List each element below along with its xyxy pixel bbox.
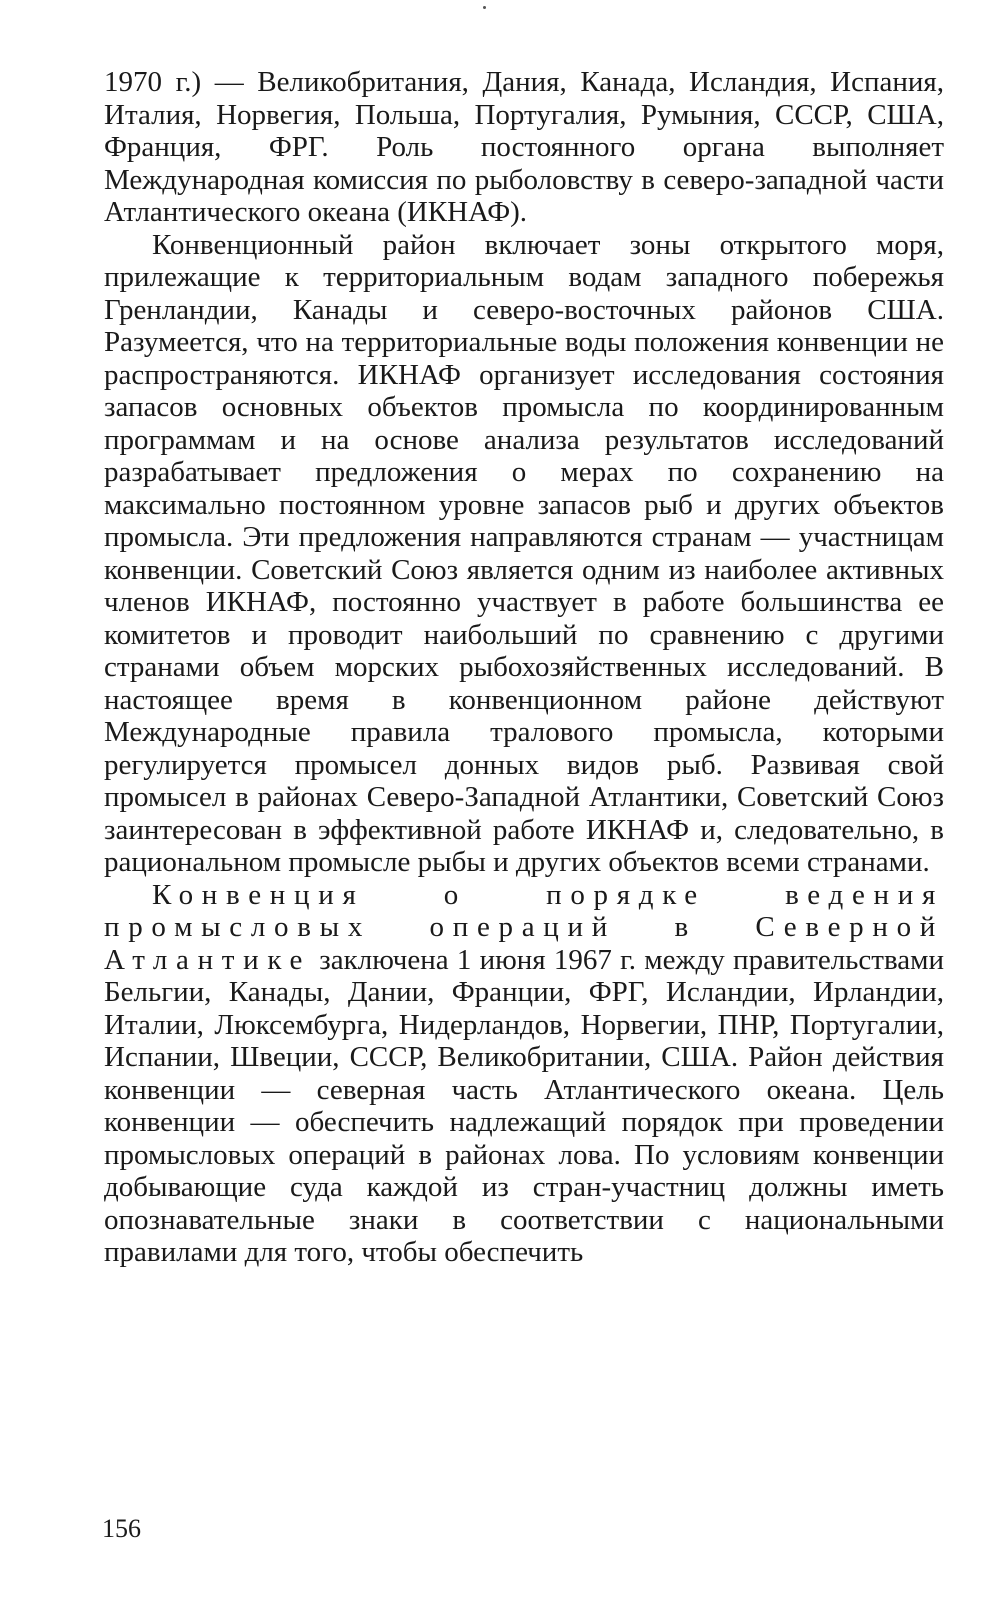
paragraph-convention [104, 879, 944, 1269]
convention-body: заключена 1 июня 1967 г. между правительствами Бельгии, Канады, Дании, Франции, ФРГ, Исландии, Ирландии, Италии, Люксембурга, Нидерландов, Норвегии, ПНР, Португалии, Испании, Швеции, СССР, Великобритании, США. Район действия конвенции — северная часть Атлантического океана. Цель конвенции — обеспечить надлежащий порядок при проведении промысловых операций в районах лова. По условиям конвенции добывающие суда каждой из стран-участниц должны иметь опознавательные знаки в соответствии с национальными правилами для того, чтобы обеспечить [104, 943, 944, 1268]
page-number: 156 [102, 1514, 141, 1543]
body-text [104, 66, 944, 1269]
convention-title-spaced: Конвенция о порядке ведения промысловых операций в Северной Атлантике [104, 878, 944, 976]
scan-speck [483, 6, 486, 9]
paragraph-icnaf-area: Конвенционный район включает зоны открытого моря, прилежащие к территориальным водам западного побережья Гренландии, Канады и северо-восточных районов США. Разумеется, что на территориальные воды положения конвенции не распространяются. ИКНАФ организует исследования состояния запасов основных объектов промысла по координированным программам и на основе анализа результатов исследований разрабатывает предложения о мерах по сохранению на максимально постоянном уровне запасов рыб и других объектов промысла. Эти предложения направляются странам — участницам конвенции. Советский Союз является одним из наиболее активных членов ИКНАФ, постоянно участвует в работе большинства ее комитетов и проводит наибольший по сравнению с другими странами объем морских рыбохозяйственных исследований. В настоящее время в конвенционном районе действуют Международные правила тралового промысла, которыми регулируется промысел донных видов рыб. Развивая свой промысел в районах Северо-Западной Атлантики, Советский Союз заинтересован в эффективной работе ИКНАФ и, следовательно, в рациональном промысле рыбы и других объектов всеми странами. [104, 228, 944, 878]
paragraph-continuation: 1970 г.) — Великобритания, Дания, Канада, Исландия, Испания, Италия, Норвегия, Польша, Португалия, Румыния, СССР, США, Франция, ФРГ. Роль постоянного органа выполняет Международная комиссия по рыболовству в северо-западной части Атлантического океана (ИКНАФ). [104, 66, 944, 228]
